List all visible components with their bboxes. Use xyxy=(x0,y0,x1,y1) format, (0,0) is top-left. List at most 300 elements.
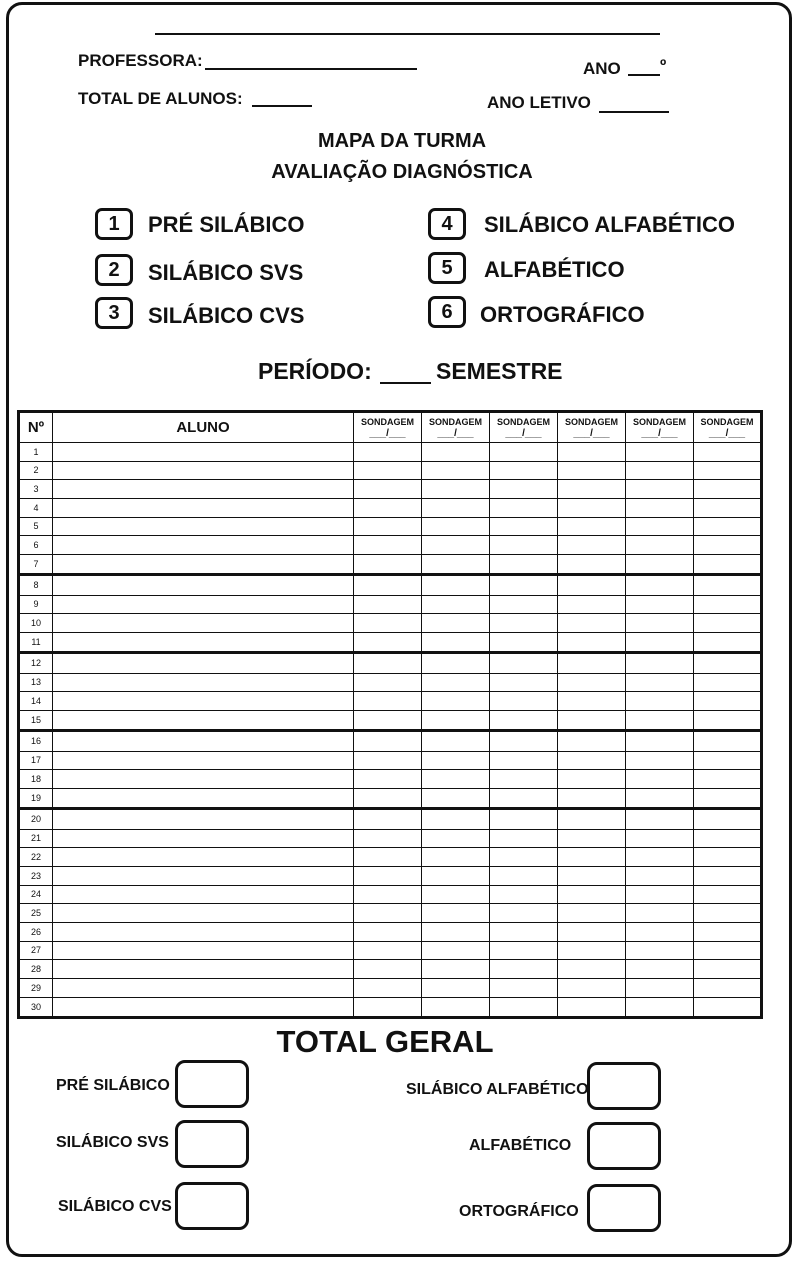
sondagem-5-cell[interactable] xyxy=(626,632,694,652)
sondagem-date-field[interactable]: ___/___ xyxy=(708,427,746,439)
sondagem-4-cell[interactable] xyxy=(558,885,626,904)
sondagem-3-cell[interactable] xyxy=(490,751,558,770)
sondagem-5-cell[interactable] xyxy=(626,673,694,692)
sondagem-3-cell[interactable] xyxy=(490,997,558,1017)
sondagem-2-cell[interactable] xyxy=(422,904,490,923)
sondagem-1-cell[interactable] xyxy=(354,885,422,904)
student-name-cell[interactable] xyxy=(53,692,354,711)
student-name-cell[interactable] xyxy=(53,904,354,923)
sondagem-6-cell[interactable] xyxy=(694,866,762,885)
sondagem-5-cell[interactable] xyxy=(626,536,694,555)
sondagem-5-cell[interactable] xyxy=(626,829,694,848)
sondagem-6-cell[interactable] xyxy=(694,517,762,536)
sondagem-2-cell[interactable] xyxy=(422,941,490,960)
student-name-cell[interactable] xyxy=(53,536,354,555)
sondagem-6-cell[interactable] xyxy=(694,710,762,730)
sondagem-1-cell[interactable] xyxy=(354,692,422,711)
level-6-label: ORTOGRÁFICO xyxy=(480,302,645,327)
sondagem-4-cell[interactable] xyxy=(558,498,626,517)
col-student-label: ALUNO xyxy=(176,419,230,436)
sondagem-4-cell[interactable] xyxy=(558,480,626,499)
sondagem-5-cell[interactable] xyxy=(626,788,694,808)
sondagem-6-cell[interactable] xyxy=(694,575,762,595)
sondagem-6-cell[interactable] xyxy=(694,554,762,574)
sondagem-1-cell[interactable] xyxy=(354,788,422,808)
sondagem-5-cell[interactable] xyxy=(626,710,694,730)
student-name-cell[interactable] xyxy=(53,885,354,904)
table-row xyxy=(19,632,762,652)
table-row xyxy=(19,443,762,462)
sondagem-3-cell[interactable] xyxy=(490,536,558,555)
table-row xyxy=(19,731,762,751)
table-row xyxy=(19,536,762,555)
sondagem-3-cell[interactable] xyxy=(490,866,558,885)
sondagem-6-cell[interactable] xyxy=(694,978,762,997)
sondagem-5-cell[interactable] xyxy=(626,866,694,885)
sondagem-6-cell[interactable] xyxy=(694,632,762,652)
periodo-field[interactable] xyxy=(380,382,431,384)
table-row xyxy=(19,751,762,770)
total-alunos-label: TOTAL DE ALUNOS: xyxy=(78,89,243,108)
sondagem-3-cell[interactable] xyxy=(490,632,558,652)
sondagem-5-cell[interactable] xyxy=(626,480,694,499)
sondagem-6-cell[interactable] xyxy=(694,960,762,979)
sondagem-label: SONDAGEM xyxy=(428,416,482,427)
sondagem-4-cell[interactable] xyxy=(558,710,626,730)
sondagem-3-cell[interactable] xyxy=(490,978,558,997)
row-number: 15 xyxy=(19,710,53,730)
table-row xyxy=(19,809,762,829)
sondagem-6-cell[interactable] xyxy=(694,922,762,941)
level-4-number-box: 4 xyxy=(428,208,466,240)
sondagem-1-cell[interactable] xyxy=(354,809,422,829)
school-name-line[interactable] xyxy=(155,33,660,35)
sondagem-6-cell[interactable] xyxy=(694,885,762,904)
student-name-cell[interactable] xyxy=(53,997,354,1017)
sondagem-5-cell[interactable] xyxy=(626,443,694,462)
total-label-ortografico: ORTOGRÁFICO xyxy=(459,1203,579,1220)
row-number: 25 xyxy=(19,904,53,923)
row-number: 10 xyxy=(19,614,53,633)
sondagem-3-cell[interactable] xyxy=(490,480,558,499)
student-name-cell[interactable] xyxy=(53,554,354,574)
total-box-silabico-alfabetico[interactable] xyxy=(587,1062,661,1110)
sondagem-2-cell[interactable] xyxy=(422,848,490,867)
sondagem-4-cell[interactable] xyxy=(558,829,626,848)
sondagem-2-cell[interactable] xyxy=(422,731,490,751)
sondagem-6-cell[interactable] xyxy=(694,614,762,633)
sondagem-2-cell[interactable] xyxy=(422,575,490,595)
assessment-title: AVALIAÇÃO DIAGNÓSTICA xyxy=(271,161,533,183)
sondagem-6-cell[interactable] xyxy=(694,997,762,1017)
row-number: 29 xyxy=(19,978,53,997)
sondagem-4-cell[interactable] xyxy=(558,848,626,867)
sondagem-1-cell[interactable] xyxy=(354,673,422,692)
sondagem-4-cell[interactable] xyxy=(558,941,626,960)
sondagem-2-cell[interactable] xyxy=(422,788,490,808)
row-number: 30 xyxy=(19,997,53,1017)
student-name-cell[interactable] xyxy=(53,978,354,997)
sondagem-5-cell[interactable] xyxy=(626,614,694,633)
sondagem-3-cell[interactable] xyxy=(490,788,558,808)
sondagem-6-cell[interactable] xyxy=(694,941,762,960)
sondagem-date-field[interactable]: ___/___ xyxy=(573,427,610,439)
student-name-cell[interactable] xyxy=(53,710,354,730)
sondagem-3-cell[interactable] xyxy=(490,498,558,517)
sondagem-label: SONDAGEM xyxy=(496,416,550,427)
sondagem-4-cell[interactable] xyxy=(558,978,626,997)
student-name-cell[interactable] xyxy=(53,443,354,462)
sondagem-label: SONDAGEM xyxy=(360,416,414,427)
sondagem-1-cell[interactable] xyxy=(354,575,422,595)
sondagem-2-cell[interactable] xyxy=(422,461,490,480)
sondagem-5-cell[interactable] xyxy=(626,960,694,979)
student-name-cell[interactable] xyxy=(53,461,354,480)
sondagem-date-field[interactable]: ___/___ xyxy=(641,427,678,439)
level-2-number-box: 2 xyxy=(95,254,133,286)
sondagem-1-cell[interactable] xyxy=(354,978,422,997)
sondagem-4-cell[interactable] xyxy=(558,960,626,979)
row-number: 20 xyxy=(19,809,53,829)
level-3-label: SILÁBICO CVS xyxy=(148,303,305,328)
sondagem-6-cell[interactable] xyxy=(694,443,762,462)
student-name-cell[interactable] xyxy=(53,632,354,652)
sondagem-2-cell[interactable] xyxy=(422,480,490,499)
row-number: 26 xyxy=(19,922,53,941)
table-row xyxy=(19,575,762,595)
student-name-cell[interactable] xyxy=(53,960,354,979)
table-row xyxy=(19,461,762,480)
sondagem-2-cell[interactable] xyxy=(422,978,490,997)
table-row xyxy=(19,788,762,808)
sondagem-1-cell[interactable] xyxy=(354,480,422,499)
total-box-silabico-cvs[interactable] xyxy=(175,1182,249,1230)
sondagem-1-cell[interactable] xyxy=(354,498,422,517)
sondagem-5-cell[interactable] xyxy=(626,461,694,480)
sondagem-2-cell[interactable] xyxy=(422,653,490,673)
sondagem-1-cell[interactable] xyxy=(354,997,422,1017)
sondagem-6-cell[interactable] xyxy=(694,788,762,808)
sondagem-5-cell[interactable] xyxy=(626,751,694,770)
student-name-cell[interactable] xyxy=(53,941,354,960)
sondagem-1-cell[interactable] xyxy=(354,922,422,941)
sondagem-4-cell[interactable] xyxy=(558,461,626,480)
row-number: 5 xyxy=(19,517,53,536)
sondagem-4-cell[interactable] xyxy=(558,866,626,885)
sondagem-6-cell[interactable] xyxy=(694,480,762,499)
sondagem-2-cell[interactable] xyxy=(422,632,490,652)
sondagem-4-cell[interactable] xyxy=(558,809,626,829)
sondagem-2-cell[interactable] xyxy=(422,673,490,692)
sondagem-4-cell[interactable] xyxy=(558,653,626,673)
sondagem-2-cell[interactable] xyxy=(422,770,490,789)
sondagem-4-cell[interactable] xyxy=(558,614,626,633)
sondagem-5-cell[interactable] xyxy=(626,848,694,867)
sondagem-3-cell[interactable] xyxy=(490,770,558,789)
student-name-cell[interactable] xyxy=(53,866,354,885)
student-name-cell[interactable] xyxy=(53,614,354,633)
student-name-cell[interactable] xyxy=(53,575,354,595)
sondagem-2-cell[interactable] xyxy=(422,517,490,536)
student-name-cell[interactable] xyxy=(53,770,354,789)
sondagem-1-cell[interactable] xyxy=(354,653,422,673)
sondagem-2-cell[interactable] xyxy=(422,922,490,941)
ano-letivo-label: ANO LETIVO xyxy=(487,93,591,112)
sondagem-1-cell[interactable] xyxy=(354,595,422,614)
sondagem-3-cell[interactable] xyxy=(490,885,558,904)
row-number: 16 xyxy=(19,731,53,751)
sondagem-5-cell[interactable] xyxy=(626,653,694,673)
sondagem-4-cell[interactable] xyxy=(558,904,626,923)
sondagem-4-cell[interactable] xyxy=(558,554,626,574)
sondagem-3-cell[interactable] xyxy=(490,692,558,711)
sondagem-date-field[interactable]: ___/___ xyxy=(437,427,474,439)
row-number: 28 xyxy=(19,960,53,979)
level-1-number-box: 1 xyxy=(95,208,133,240)
level-6-number-box: 6 xyxy=(428,296,466,328)
ano-label: ANO xyxy=(583,59,621,78)
sondagem-date-field[interactable]: ___/___ xyxy=(369,427,406,439)
total-geral-title: TOTAL GERAL xyxy=(276,1024,494,1059)
sondagem-6-cell[interactable] xyxy=(694,536,762,555)
sondagem-3-cell[interactable] xyxy=(490,829,558,848)
sondagem-6-cell[interactable] xyxy=(694,653,762,673)
sondagem-1-cell[interactable] xyxy=(354,941,422,960)
col-sondagem-3-header xyxy=(490,412,558,443)
table-row xyxy=(19,904,762,923)
sondagem-3-cell[interactable] xyxy=(490,595,558,614)
sondagem-date-field[interactable]: ___/___ xyxy=(505,427,542,439)
sondagem-1-cell[interactable] xyxy=(354,517,422,536)
sondagem-3-cell[interactable] xyxy=(490,575,558,595)
sondagem-3-cell[interactable] xyxy=(490,673,558,692)
sondagem-6-cell[interactable] xyxy=(694,751,762,770)
student-name-cell[interactable] xyxy=(53,517,354,536)
sondagem-3-cell[interactable] xyxy=(490,922,558,941)
sondagem-1-cell[interactable] xyxy=(354,829,422,848)
sondagem-3-cell[interactable] xyxy=(490,443,558,462)
sondagem-4-cell[interactable] xyxy=(558,770,626,789)
row-number: 6 xyxy=(19,536,53,555)
sondagem-3-cell[interactable] xyxy=(490,848,558,867)
sondagem-6-cell[interactable] xyxy=(694,461,762,480)
sondagem-6-cell[interactable] xyxy=(694,770,762,789)
student-name-cell[interactable] xyxy=(53,751,354,770)
sondagem-3-cell[interactable] xyxy=(490,941,558,960)
sondagem-4-cell[interactable] xyxy=(558,731,626,751)
sondagem-2-cell[interactable] xyxy=(422,595,490,614)
sondagem-3-cell[interactable] xyxy=(490,809,558,829)
sondagem-4-cell[interactable] xyxy=(558,443,626,462)
sondagem-4-cell[interactable] xyxy=(558,517,626,536)
sondagem-1-cell[interactable] xyxy=(354,770,422,789)
sondagem-1-cell[interactable] xyxy=(354,960,422,979)
sondagem-2-cell[interactable] xyxy=(422,809,490,829)
row-number: 8 xyxy=(19,575,53,595)
table-row xyxy=(19,885,762,904)
sondagem-1-cell[interactable] xyxy=(354,614,422,633)
sondagem-6-cell[interactable] xyxy=(694,731,762,751)
sondagem-3-cell[interactable] xyxy=(490,710,558,730)
sondagem-1-cell[interactable] xyxy=(354,904,422,923)
sondagem-6-cell[interactable] xyxy=(694,829,762,848)
sondagem-3-cell[interactable] xyxy=(490,653,558,673)
student-name-cell[interactable] xyxy=(53,922,354,941)
sondagem-5-cell[interactable] xyxy=(626,498,694,517)
sondagem-6-cell[interactable] xyxy=(694,809,762,829)
sondagem-3-cell[interactable] xyxy=(490,461,558,480)
sondagem-3-cell[interactable] xyxy=(490,614,558,633)
ano-letivo-field[interactable] xyxy=(599,111,669,113)
sondagem-2-cell[interactable] xyxy=(422,498,490,517)
student-name-cell[interactable] xyxy=(53,673,354,692)
sondagem-4-cell[interactable] xyxy=(558,788,626,808)
sondagem-1-cell[interactable] xyxy=(354,536,422,555)
sondagem-6-cell[interactable] xyxy=(694,498,762,517)
student-name-cell[interactable] xyxy=(53,809,354,829)
sondagem-1-cell[interactable] xyxy=(354,731,422,751)
student-name-cell[interactable] xyxy=(53,788,354,808)
table-header-row xyxy=(19,412,762,443)
professora-field[interactable] xyxy=(205,68,417,70)
sondagem-1-cell[interactable] xyxy=(354,866,422,885)
sondagem-1-cell[interactable] xyxy=(354,443,422,462)
map-title: MAPA DA TURMA xyxy=(317,130,487,152)
sondagem-4-cell[interactable] xyxy=(558,673,626,692)
row-number: 18 xyxy=(19,770,53,789)
table-row xyxy=(19,653,762,673)
row-number: 21 xyxy=(19,829,53,848)
sondagem-5-cell[interactable] xyxy=(626,770,694,789)
total-box-ortografico[interactable] xyxy=(587,1184,661,1232)
total-box-silabico-svs[interactable] xyxy=(175,1120,249,1168)
sondagem-4-cell[interactable] xyxy=(558,632,626,652)
sondagem-3-cell[interactable] xyxy=(490,554,558,574)
table-row xyxy=(19,710,762,730)
sondagem-5-cell[interactable] xyxy=(626,978,694,997)
sondagem-label: SONDAGEM xyxy=(564,416,618,427)
sondagem-5-cell[interactable] xyxy=(626,997,694,1017)
sondagem-2-cell[interactable] xyxy=(422,692,490,711)
total-label-alfabetico: ALFABÉTICO xyxy=(469,1137,572,1154)
sondagem-2-cell[interactable] xyxy=(422,866,490,885)
sondagem-3-cell[interactable] xyxy=(490,517,558,536)
sondagem-4-cell[interactable] xyxy=(558,997,626,1017)
sondagem-2-cell[interactable] xyxy=(422,443,490,462)
row-number: 14 xyxy=(19,692,53,711)
level-4-label: SILÁBICO ALFABÉTICO xyxy=(484,212,735,237)
sondagem-1-cell[interactable] xyxy=(354,751,422,770)
student-name-cell[interactable] xyxy=(53,848,354,867)
table-row xyxy=(19,595,762,614)
sondagem-1-cell[interactable] xyxy=(354,554,422,574)
sondagem-2-cell[interactable] xyxy=(422,751,490,770)
sondagem-2-cell[interactable] xyxy=(422,829,490,848)
student-name-cell[interactable] xyxy=(53,731,354,751)
sondagem-5-cell[interactable] xyxy=(626,595,694,614)
row-number: 22 xyxy=(19,848,53,867)
sondagem-1-cell[interactable] xyxy=(354,848,422,867)
sondagem-4-cell[interactable] xyxy=(558,536,626,555)
sondagem-label: SONDAGEM xyxy=(700,416,754,427)
sondagem-6-cell[interactable] xyxy=(694,595,762,614)
row-number: 1 xyxy=(19,443,53,462)
sondagem-2-cell[interactable] xyxy=(422,960,490,979)
sondagem-4-cell[interactable] xyxy=(558,922,626,941)
sondagem-6-cell[interactable] xyxy=(694,692,762,711)
sondagem-4-cell[interactable] xyxy=(558,692,626,711)
sondagem-5-cell[interactable] xyxy=(626,922,694,941)
professora-label: PROFESSORA: xyxy=(78,51,203,70)
col-sondagem-1-header xyxy=(354,412,422,443)
periodo-label: PERÍODO: xyxy=(258,358,372,384)
sondagem-2-cell[interactable] xyxy=(422,997,490,1017)
sondagem-3-cell[interactable] xyxy=(490,731,558,751)
sondagem-4-cell[interactable] xyxy=(558,751,626,770)
sondagem-2-cell[interactable] xyxy=(422,614,490,633)
sondagem-5-cell[interactable] xyxy=(626,554,694,574)
ano-suffix: º xyxy=(660,56,667,75)
total-label-pre-silabico: PRÉ SILÁBICO xyxy=(56,1077,170,1094)
student-name-cell[interactable] xyxy=(53,480,354,499)
sondagem-3-cell[interactable] xyxy=(490,904,558,923)
row-number: 12 xyxy=(19,653,53,673)
student-name-cell[interactable] xyxy=(53,653,354,673)
col-sondagem-2-header xyxy=(422,412,490,443)
total-box-alfabetico[interactable] xyxy=(587,1122,661,1170)
sondagem-2-cell[interactable] xyxy=(422,554,490,574)
sondagem-6-cell[interactable] xyxy=(694,673,762,692)
row-number: 24 xyxy=(19,885,53,904)
table-row xyxy=(19,941,762,960)
sondagem-5-cell[interactable] xyxy=(626,885,694,904)
sondagem-6-cell[interactable] xyxy=(694,848,762,867)
sondagem-4-cell[interactable] xyxy=(558,575,626,595)
total-alunos-field[interactable] xyxy=(252,105,312,107)
row-number: 19 xyxy=(19,788,53,808)
row-number: 2 xyxy=(19,461,53,480)
sondagem-1-cell[interactable] xyxy=(354,632,422,652)
table-row xyxy=(19,978,762,997)
sondagem-5-cell[interactable] xyxy=(626,731,694,751)
sondagem-1-cell[interactable] xyxy=(354,461,422,480)
sondagem-5-cell[interactable] xyxy=(626,941,694,960)
sondagem-5-cell[interactable] xyxy=(626,575,694,595)
sondagem-2-cell[interactable] xyxy=(422,536,490,555)
ano-field[interactable] xyxy=(628,74,660,76)
table-row xyxy=(19,614,762,633)
table-row xyxy=(19,922,762,941)
sondagem-3-cell[interactable] xyxy=(490,960,558,979)
sondagem-5-cell[interactable] xyxy=(626,904,694,923)
level-5-number-box: 5 xyxy=(428,252,466,284)
sondagem-4-cell[interactable] xyxy=(558,595,626,614)
sondagem-6-cell[interactable] xyxy=(694,904,762,923)
sondagem-2-cell[interactable] xyxy=(422,710,490,730)
sondagem-5-cell[interactable] xyxy=(626,692,694,711)
student-name-cell[interactable] xyxy=(53,498,354,517)
student-name-cell[interactable] xyxy=(53,595,354,614)
level-5-label: ALFABÉTICO xyxy=(484,257,625,282)
sondagem-2-cell[interactable] xyxy=(422,885,490,904)
col-number-header: Nº xyxy=(19,412,53,443)
sondagem-5-cell[interactable] xyxy=(626,517,694,536)
table-row xyxy=(19,498,762,517)
student-name-cell[interactable] xyxy=(53,829,354,848)
sondagem-5-cell[interactable] xyxy=(626,809,694,829)
sondagem-1-cell[interactable] xyxy=(354,710,422,730)
total-box-pre-silabico[interactable] xyxy=(175,1060,249,1108)
